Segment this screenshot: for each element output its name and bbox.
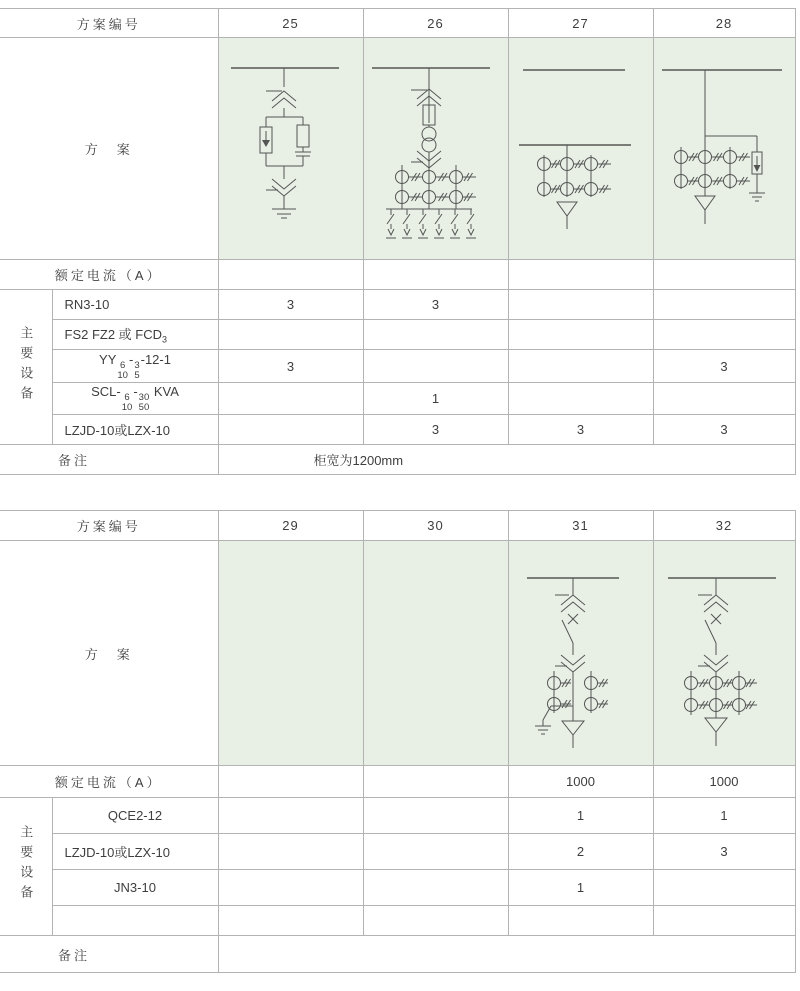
- table-row: [0, 350, 795, 383]
- rated-current-label: 额定电流（A）: [0, 766, 218, 798]
- table-row: [0, 511, 795, 541]
- value-cell: [363, 870, 508, 906]
- scheme-no-label: 方案编号: [0, 511, 218, 541]
- equipment-name: QCE2-12: [52, 798, 218, 834]
- catalog-page: [0, 8, 800, 973]
- table-row: [0, 9, 795, 38]
- value-cell: 3: [653, 350, 795, 383]
- value-cell: [218, 260, 363, 290]
- equipment-name: [52, 906, 218, 936]
- value-cell: [363, 320, 508, 350]
- value-cell: [218, 320, 363, 350]
- value-cell: [218, 834, 363, 870]
- scheme-diagram-cell-30: [363, 541, 508, 766]
- scheme-col-header-27: 27: [508, 9, 653, 38]
- table-row: [0, 798, 795, 834]
- scheme-table-29-32: [0, 510, 796, 973]
- scheme-diagram-cell-32: [653, 541, 795, 766]
- equipment-name: SCL- 6 10 - 30 50 KVA: [52, 383, 218, 415]
- table-row: [0, 260, 795, 290]
- scheme-diagram-cell-31: [508, 541, 653, 766]
- scheme-label: 方 案: [0, 38, 218, 260]
- remark-label: 备注: [0, 936, 218, 973]
- table-row: [0, 415, 795, 445]
- table-row: [0, 38, 795, 260]
- value-cell: 1: [363, 383, 508, 415]
- value-cell: [218, 383, 363, 415]
- table-row: [0, 383, 795, 415]
- value-cell: [363, 906, 508, 936]
- value-cell: [653, 290, 795, 320]
- value-cell: 3: [653, 834, 795, 870]
- stacked-fraction: 6 10: [117, 359, 128, 381]
- value-cell: 3: [653, 415, 795, 445]
- table-row: [0, 906, 795, 936]
- scheme-col-header-30: 30: [363, 511, 508, 541]
- value-cell: [363, 350, 508, 383]
- scheme-label: 方 案: [0, 541, 218, 766]
- value-cell: [363, 260, 508, 290]
- single-line-diagram-28: [654, 39, 796, 259]
- value-cell: [653, 260, 795, 290]
- value-cell: 1: [653, 798, 795, 834]
- scheme-col-header-28: 28: [653, 9, 795, 38]
- remark-value: [218, 936, 795, 973]
- value-cell: [363, 834, 508, 870]
- value-cell: [218, 906, 363, 936]
- single-line-diagram-31: [509, 543, 652, 763]
- single-line-diagram-32: [654, 543, 796, 763]
- single-line-diagram-26: [364, 39, 507, 259]
- value-cell: [653, 320, 795, 350]
- equipment-name: RN3-10: [52, 290, 218, 320]
- rated-current-label: 额定电流（A）: [0, 260, 218, 290]
- scheme-col-header-29: 29: [218, 511, 363, 541]
- value-cell: 1000: [508, 766, 653, 798]
- single-line-diagram-27: [509, 39, 652, 259]
- value-cell: 1: [508, 798, 653, 834]
- value-cell: 3: [218, 350, 363, 383]
- table-row: [0, 936, 795, 973]
- value-cell: [218, 766, 363, 798]
- scheme-diagram-cell-28: [653, 38, 795, 260]
- value-cell: [653, 383, 795, 415]
- scheme-table-25-28: [0, 8, 796, 475]
- equipment-name: LZJD-10或LZX-10: [52, 415, 218, 445]
- equipment-name: FS2 FZ2 或 $FCD_3$: [52, 320, 218, 350]
- scheme-col-header-31: 31: [508, 511, 653, 541]
- value-cell: [218, 415, 363, 445]
- stacked-fraction: 30 50: [138, 392, 150, 413]
- scheme-diagram-cell-26: [363, 38, 508, 260]
- value-cell: [363, 798, 508, 834]
- scheme-diagram-cell-29: [218, 541, 363, 766]
- value-cell: [653, 906, 795, 936]
- value-cell: 3: [218, 290, 363, 320]
- stacked-fraction: 3 5: [134, 359, 140, 381]
- value-cell: [218, 870, 363, 906]
- value-cell: 1000: [653, 766, 795, 798]
- scheme-diagram-cell-27: [508, 38, 653, 260]
- value-cell: [508, 320, 653, 350]
- table-row: [0, 320, 795, 350]
- remark-value: 柜宽为1200mm: [218, 445, 795, 475]
- table-row: [0, 541, 795, 766]
- table-row: [0, 766, 795, 798]
- scheme-no-label: 方案编号: [0, 9, 218, 38]
- value-cell: 3: [363, 415, 508, 445]
- scheme-diagram-cell-25: [218, 38, 363, 260]
- subscript: 3: [162, 334, 168, 345]
- scheme-col-header-32: 32: [653, 511, 795, 541]
- table-row: [0, 290, 795, 320]
- equipment-name: LZJD-10或LZX-10: [52, 834, 218, 870]
- value-cell: [363, 766, 508, 798]
- equipment-name: JN3-10: [52, 870, 218, 906]
- table-row: [0, 834, 795, 870]
- value-cell: [508, 350, 653, 383]
- value-cell: [653, 870, 795, 906]
- value-cell: 2: [508, 834, 653, 870]
- value-cell: [508, 290, 653, 320]
- value-cell: 3: [508, 415, 653, 445]
- equipment-group-label: 主要设备: [0, 290, 52, 445]
- equipment-group-label: 主要设备: [0, 798, 52, 936]
- value-cell: [218, 798, 363, 834]
- value-cell: 3: [363, 290, 508, 320]
- stacked-fraction: 6 10: [121, 392, 133, 413]
- table-row: [0, 445, 795, 475]
- value-cell: 1: [508, 870, 653, 906]
- value-cell: [508, 383, 653, 415]
- single-line-diagram-25: [219, 39, 362, 259]
- value-cell: [508, 260, 653, 290]
- scheme-col-header-26: 26: [363, 9, 508, 38]
- table-row: [0, 870, 795, 906]
- value-cell: [508, 906, 653, 936]
- equipment-name: YY 6 10 - 3 5 -12-1: [52, 350, 218, 383]
- remark-label: 备注: [0, 445, 218, 475]
- scheme-col-header-25: 25: [218, 9, 363, 38]
